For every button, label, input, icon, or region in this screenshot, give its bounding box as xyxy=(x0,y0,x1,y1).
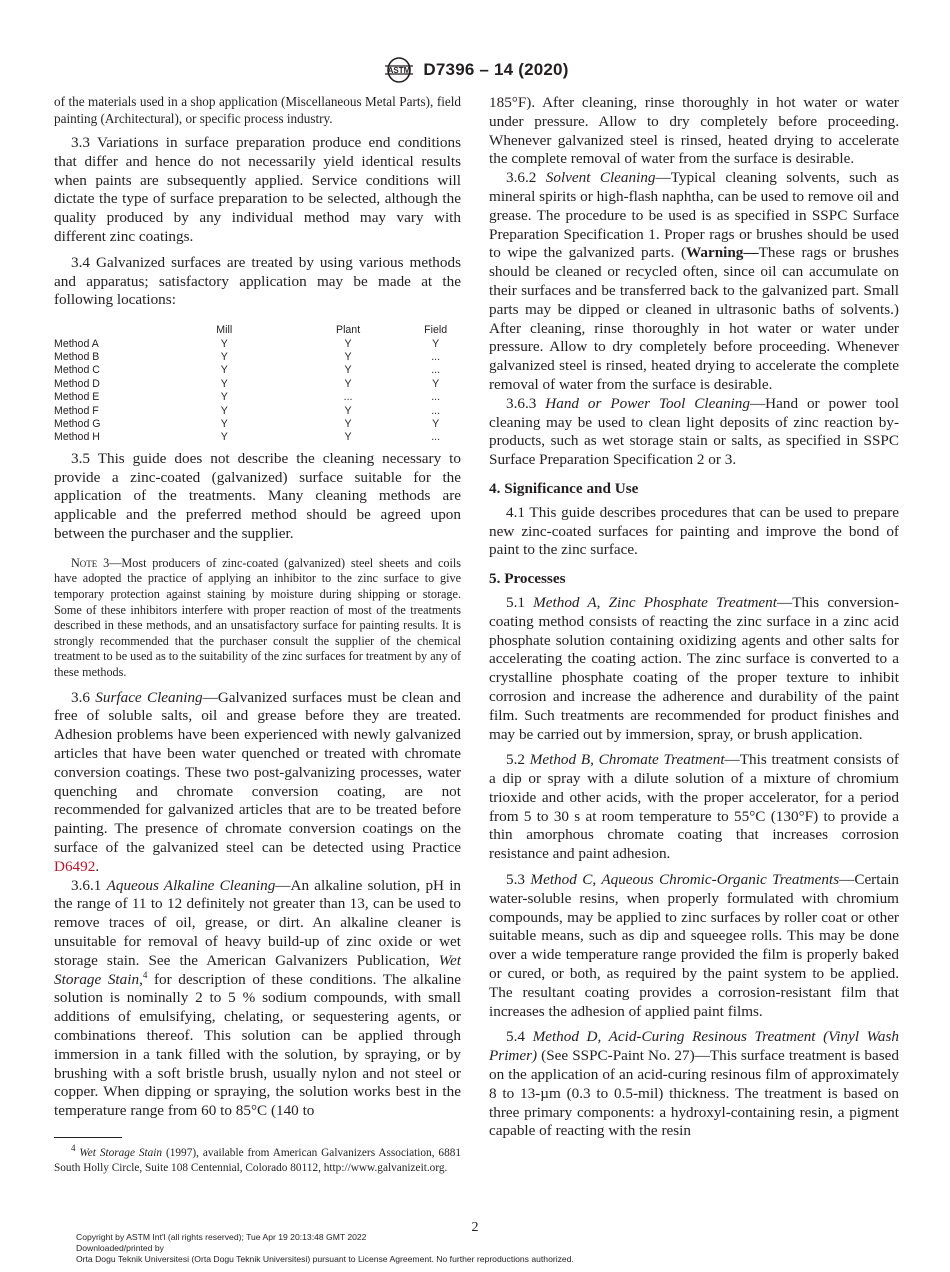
table-cell: Y xyxy=(344,364,352,377)
table-cell: ... xyxy=(431,404,441,417)
section-text: —Certain water-soluble resins, when properly formulated with chromium compounds, may be applied to zinc surfaces by roller coat or other suitable means, such as dip and squeegee rolls. This may be done over a wide temperature range provided the film is properly baked or cured, or both, as required by the paint system to be applied. The resultant coating provides a corrosion-resistant film that increases the adhesion of applied paint films. xyxy=(489,871,900,1020)
practice-d6492-link[interactable]: D6492 xyxy=(54,857,96,875)
table-row xyxy=(54,364,461,377)
section-text-cont: for description of these conditions. The alkaline solution is nominally 2 to 5 % sodium compounds, with small additions of emulsifying, chelating, or sequestering agents, or combinations thereof. This solution can be applied through immersion in a tank filled with the solution, by spraying, or by brushing with a soft bristle brush, usually nylon and not steel or copper. When dipping or spraying, the solution works best in the temperature range from 60 to 85°C (140 to xyxy=(54,970,462,1120)
section-title: Aqueous Alkaline Cleaning xyxy=(106,876,276,894)
table-cell: Method H xyxy=(54,431,100,444)
footnote-4 xyxy=(54,1143,462,1176)
table-cell: Y xyxy=(344,337,352,350)
table-header: Plant xyxy=(336,324,361,337)
heading-processes: 5. Processes xyxy=(489,570,566,588)
table-cell: Method G xyxy=(54,418,101,431)
section-text: —Hand or power tool cleaning may be used to clean light deposits of zinc reaction by-products, such as wet storage stain or salts, as specified in SSPC Surface Preparation Specification 2 or 3. xyxy=(489,394,899,469)
table-cell: Y xyxy=(344,404,352,417)
section-5-2 xyxy=(489,751,899,864)
section-3-6-1 xyxy=(54,877,461,1121)
footnote-text: (1997), available from American Galvanizers Association, 6881 South Holly Circle, Suite 108 Centennial, Colorado 80112, http://www.galvanizeit.org. xyxy=(54,1147,462,1174)
table-cell: ... xyxy=(431,431,441,444)
intro-continuation: of the materials used in a shop application (Miscellaneous Metal Parts), field painting (Architectural), or specific process industry. xyxy=(54,94,461,126)
table-row xyxy=(54,351,461,364)
section-number: 3.6.2 xyxy=(506,169,546,187)
section-number: 5.1 xyxy=(506,593,534,611)
table-row xyxy=(54,405,461,418)
table-row xyxy=(54,391,461,404)
section-3-5: 3.5 This guide does not describe the cleaning necessary to provide a zinc-coated (galvanized) surface suitable for the application of the treatments. Many cleaning methods are applicable and the preferred method should be agreed upon between the purchaser and the supplier. xyxy=(54,449,461,543)
table-cell: Method E xyxy=(54,391,100,404)
comma: , xyxy=(139,970,143,988)
section-5-1 xyxy=(489,594,899,744)
table-cell: Y xyxy=(220,391,228,404)
section-text: —This conversion-coating method consists of reacting the zinc surface in a zinc acid phosphate solution containing oxidizing agents and other salts for accelerating the coating action. The zinc surface is converted to a crystalline phosphate coating of the proper texture to inhibit corrosion and increase the adherence and durability of the paint film. Such treatments are recommended for product finishes and may be carried out by immersion, spray, or brush application. xyxy=(489,593,900,743)
section-text: —An alkaline solution, pH in the range of 11 to 12 definitely not greater than 13, can be used to remove traces of oil, grease, or dirt. An alkaline cleaner is unsuitable for removal of heavy build-up of zinc oxide or wet storage stain. See the American Galvanizers Publication, xyxy=(54,876,462,969)
table-cell: Y xyxy=(432,418,440,431)
table-cell: Method C xyxy=(54,364,100,377)
note-label: Note 3 xyxy=(71,555,110,570)
right-column xyxy=(489,94,899,1141)
section-5-3 xyxy=(489,871,899,1021)
table-cell: ... xyxy=(431,350,441,363)
table-cell: Y xyxy=(220,431,228,444)
section-text-cont: These rags or brushes should be cleaned or recycled often, since oil can accumulate on their surfaces and be transferred back to the galvanized part. Small parts may be dipped or cleaned in ultrasonic baths of solvents.) After cleaning, rinse thoroughly in hot water or water under pressure. Allow to dry completely before proceeding. Whenever galvanized steel is rinsed, heated drying to accelerate the complete removal of water from the surface is desirable. xyxy=(489,244,899,393)
section-3-6-3 xyxy=(489,395,899,470)
table-cell: Method F xyxy=(54,404,99,417)
table-cell: Y xyxy=(220,418,228,431)
table-cell: Y xyxy=(432,337,440,350)
section-3-6-1-continuation: 185°F). After cleaning, rinse thoroughly in hot water or water under pressure. Allow to dry completely before proceeding. Whenever galvanized steel is rinsed, heated drying to accelerate the complete removal of water from the surface is desirable. xyxy=(489,94,899,168)
page-header xyxy=(0,55,950,85)
table-cell: Method B xyxy=(54,350,100,363)
table-cell: Y xyxy=(344,431,352,444)
section-title: Method A, Zinc Phosphate Treatment xyxy=(533,593,777,611)
table-cell: Y xyxy=(220,404,228,417)
section-number: 3.6.3 xyxy=(506,394,546,412)
page-number: 2 xyxy=(471,1220,479,1235)
warning-label: Warning— xyxy=(686,244,759,262)
section-title: Method B, Chromate Treatment xyxy=(529,751,725,769)
table-header-row xyxy=(54,324,461,337)
section-title: Method D, Acid-Curing Resinous Treatment (Vinyl Wash Primer) xyxy=(489,1028,899,1065)
section-title: Method C, Aqueous Chromic-Organic Treatments xyxy=(530,871,840,889)
section-3-6-2 xyxy=(489,169,899,395)
table-cell: ... xyxy=(343,391,353,404)
left-column xyxy=(54,94,461,1121)
svg-text:ASTM: ASTM xyxy=(388,66,411,75)
section-4-1: 4.1 This guide describes procedures that can be used to prepare new zinc-coated surfaces for painting and improve the bond of paint to the zinc surface. xyxy=(489,503,899,559)
table-header: Mill xyxy=(216,324,233,337)
footnote-divider xyxy=(54,1137,122,1138)
table-header: Field xyxy=(424,324,448,337)
table-cell: Method D xyxy=(54,377,100,390)
section-text: (See SSPC-Paint No. 27)—This surface treatment is based on the application of an acid-curing resinous film of approximately 8 to 13-µm (0.3 to 0.5-mil) thickness. The treatment is based on three primary components: a hydroxyl-containing resin, a pigment capable of reacting with the resin xyxy=(489,1047,899,1140)
table-cell: ... xyxy=(431,391,441,404)
license-line: Orta Dogu Teknik Universitesi (Orta Dogu Teknik Universitesi) pursuant to License Agreement. No further reproductions authorized. xyxy=(76,1254,574,1265)
download-line: Downloaded/printed by xyxy=(76,1243,164,1254)
section-5-4 xyxy=(489,1028,899,1141)
footnote-title: Wet Storage Stain xyxy=(79,1147,163,1159)
table-row xyxy=(54,338,461,351)
table-cell: Y xyxy=(344,418,352,431)
section-number: 5.2 xyxy=(506,751,530,769)
section-number: 3.6 xyxy=(71,688,96,706)
section-number: 3.6.1 xyxy=(71,876,107,894)
period: . xyxy=(95,857,100,875)
table-cell: Y xyxy=(220,350,228,363)
note-3 xyxy=(54,556,461,681)
section-text: —Galvanized surfaces must be clean and free of soluble salts, oil and grease before they are treated. Adhesion problems have been experienced with newly galvanized articles that have been water quenched or treated with chromate conversion coatings. These two post-galvanizing processes, water quenching and chromate conversion coating, are not recommended for galvanized articles that are to be treated before painting. The presence of chromate conversion coatings on the surface of the galvanized steel can be detected using Practice xyxy=(54,688,462,856)
table-row xyxy=(54,431,461,444)
table-cell: Y xyxy=(220,337,228,350)
note-text: —Most producers of zinc-coated (galvanized) steel sheets and coils have adopted the practice of applying an inhibitor to the zinc surface to give temporary protection against staining by moisture during shipping or storage. Some of these inhibitors interfere with proper reaction of most of the treatments described in these methods, and an unsatisfactory surface for painting results. It is strongly recommended that the purchaser consult the supplier of the chemical treatment to be used as to the suitability of the zinc surfaces for treatment by any of these methods. xyxy=(54,555,462,679)
section-3-3: 3.3 Variations in surface preparation produce end conditions that differ and hence do not necessarily yield identical results when paints are subsequently applied. Service conditions will dictate the type of surface preparation to be selected, although the quality produced by any individual method may vary with different zinc coatings. xyxy=(54,134,461,245)
table-cell: Method A xyxy=(54,337,99,350)
section-title: Surface Cleaning xyxy=(95,688,203,706)
locations-table xyxy=(54,324,461,445)
section-number: 5.3 xyxy=(506,871,531,889)
table-cell: Y xyxy=(432,377,440,390)
heading-significance-and-use: 4. Significance and Use xyxy=(489,479,639,497)
section-text: —Typical cleaning solvents, such as mineral spirits or high-flash naphtha, can be used to remove oil and grease. The procedure to be used is as specified in SSPC Surface Preparation Specification 1. Proper rags or brushes should be used to wipe the galvanized parts. ( xyxy=(489,169,900,262)
table-cell: ... xyxy=(431,364,441,377)
footnote-ref-4[interactable]: 4 xyxy=(142,969,148,980)
section-title: Solvent Cleaning xyxy=(545,169,656,187)
copyright-notice xyxy=(76,1232,574,1266)
table-cell: Y xyxy=(220,364,228,377)
section-3-6 xyxy=(54,689,461,877)
table-row xyxy=(54,418,461,431)
document-designation: D7396 – 14 (2020) xyxy=(423,60,569,79)
section-text: —This treatment consists of a dip or spray with a dilute solution of a mixture of chromium trioxide and other acids, with the proper accelerator, for a period from 5 to 30 s at room temperature to 55°C (130°F) to provide a thin amorphous chromate coating that increases corrosion resistance and paint adhesion. xyxy=(489,751,899,863)
footnote-number: 4 xyxy=(71,1143,76,1154)
section-3-4: 3.4 Galvanized surfaces are treated by using various methods and apparatus; satisfactory application may be made at the following locations: xyxy=(54,253,461,309)
table-cell: Y xyxy=(344,377,352,390)
table-row xyxy=(54,378,461,391)
table-header xyxy=(54,324,163,337)
section-number: 5.4 xyxy=(506,1028,533,1046)
table-cell: Y xyxy=(344,350,352,363)
astm-logo-icon xyxy=(381,56,417,84)
table-cell: Y xyxy=(220,377,228,390)
section-title: Hand or Power Tool Cleaning xyxy=(545,394,750,412)
publication-title: Wet Storage Stain xyxy=(54,951,461,988)
copyright-line: Copyright by ASTM Int'l (all rights reserved); Tue Apr 19 20:13:48 GMT 2022 xyxy=(76,1232,367,1242)
